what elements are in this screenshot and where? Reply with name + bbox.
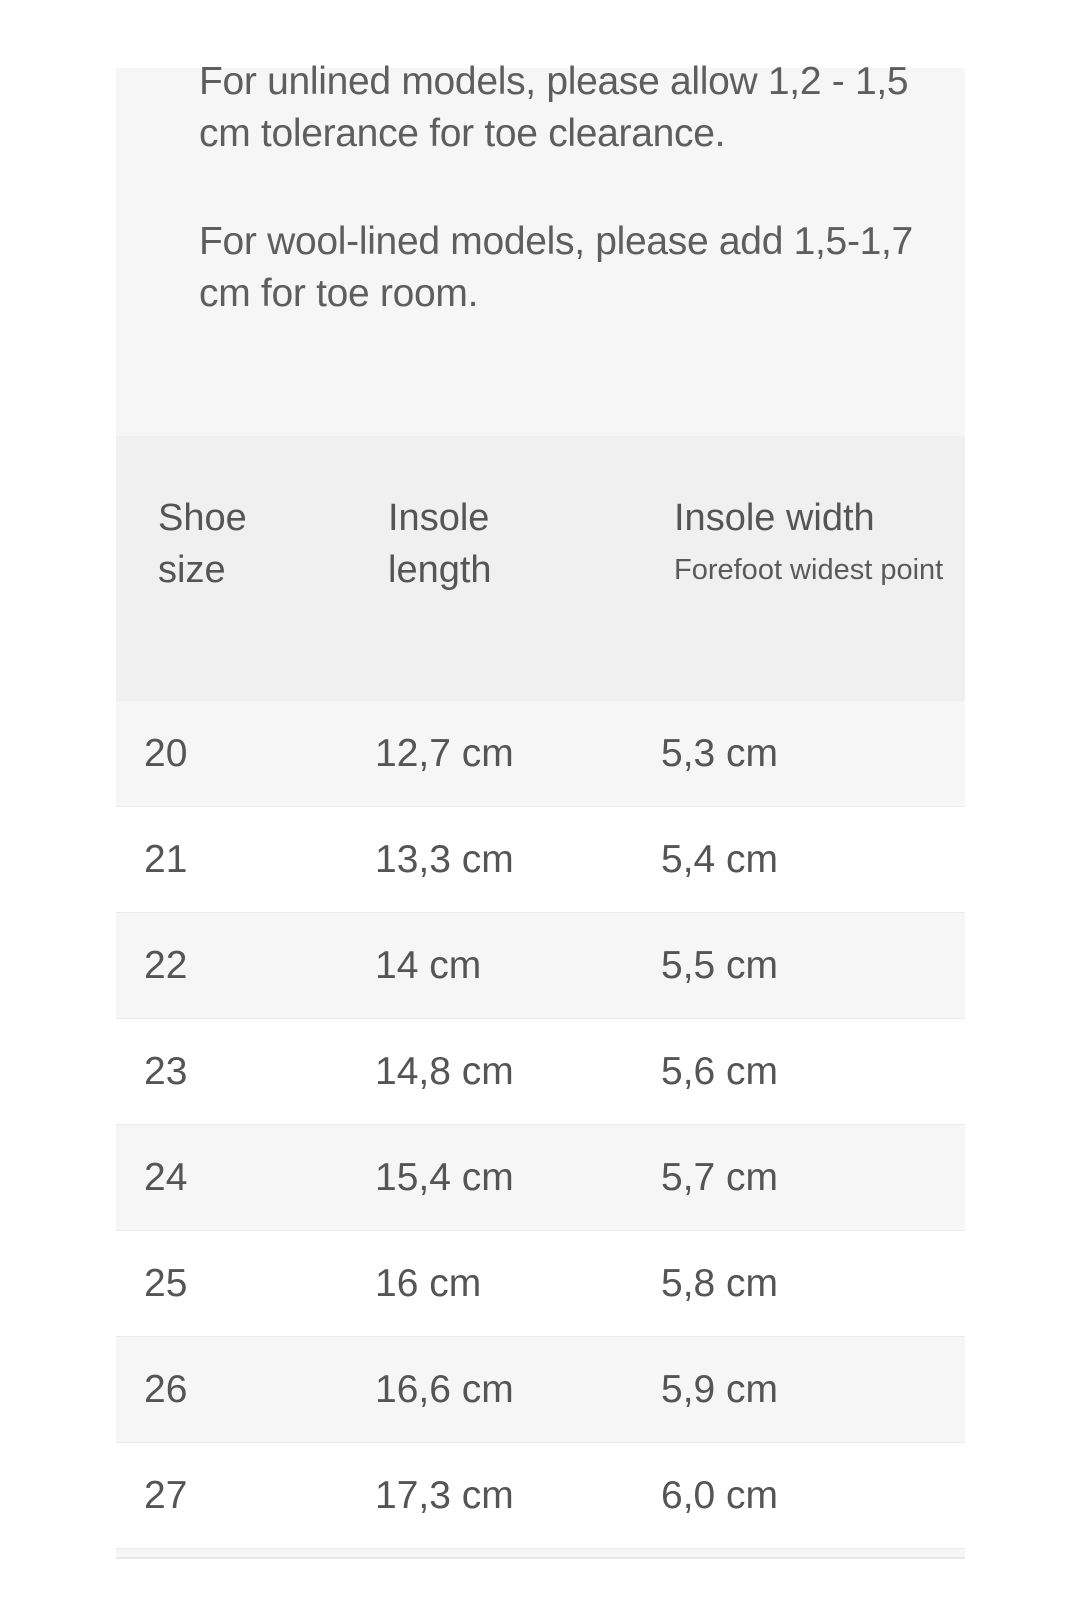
cell-insole-length: 12,7 cm [375,732,514,775]
cell-insole-length: 14,8 cm [375,1050,514,1093]
cell-insole-width: 5,8 cm [661,1262,779,1305]
cell-shoe-size: 25 [144,1262,188,1305]
cell-shoe-size: 24 [144,1156,188,1199]
table-row [116,807,965,913]
cell-insole-width: 5,6 cm [661,1050,779,1093]
cell-insole-width: 5,5 cm [661,944,779,987]
cell-shoe-size: 27 [144,1474,188,1517]
table-row [116,701,965,807]
header-insole-length: Insole length [388,497,492,591]
cell-insole-length: 16 cm [375,1262,482,1305]
wool-lined-note: For wool-lined models, please add 1,5-1,7 cm for toe room. [199,220,913,315]
header-insole-width-label: Insole width [674,497,875,539]
cell-insole-length: 16,6 cm [375,1368,514,1411]
table-row [116,1337,965,1443]
cell-insole-width: 6,0 cm [661,1474,779,1517]
cell-insole-width: 5,4 cm [661,838,779,881]
cell-insole-length: 15,4 cm [375,1156,514,1199]
table-row [116,1125,965,1231]
cell-insole-length: 14 cm [375,944,482,987]
size-guide-panel [116,60,965,1559]
table-row [116,1443,965,1549]
header-shoe-size: Shoe size [158,497,247,591]
cell-shoe-size: 22 [144,944,188,987]
header-insole-width [674,492,954,596]
header-insole-width-subtitle: Forefoot widest point [674,554,944,586]
table-row [116,913,965,1019]
table-row [116,1019,965,1125]
cell-insole-length: 13,3 cm [375,838,514,881]
cell-shoe-size: 20 [144,732,188,775]
cell-insole-width: 5,9 cm [661,1368,779,1411]
table-header [116,436,965,701]
cell-insole-width: 5,7 cm [661,1156,779,1199]
cell-shoe-size: 23 [144,1050,188,1093]
cell-shoe-size: 21 [144,838,188,881]
unlined-note: For unlined models, please allow 1,2 - 1,5 cm tolerance for toe clearance. [199,60,909,155]
table-row [116,1231,965,1337]
cell-insole-length: 17,3 cm [375,1474,514,1517]
size-table [116,436,965,1549]
cell-shoe-size: 26 [144,1368,188,1411]
cell-insole-width: 5,3 cm [661,732,779,775]
